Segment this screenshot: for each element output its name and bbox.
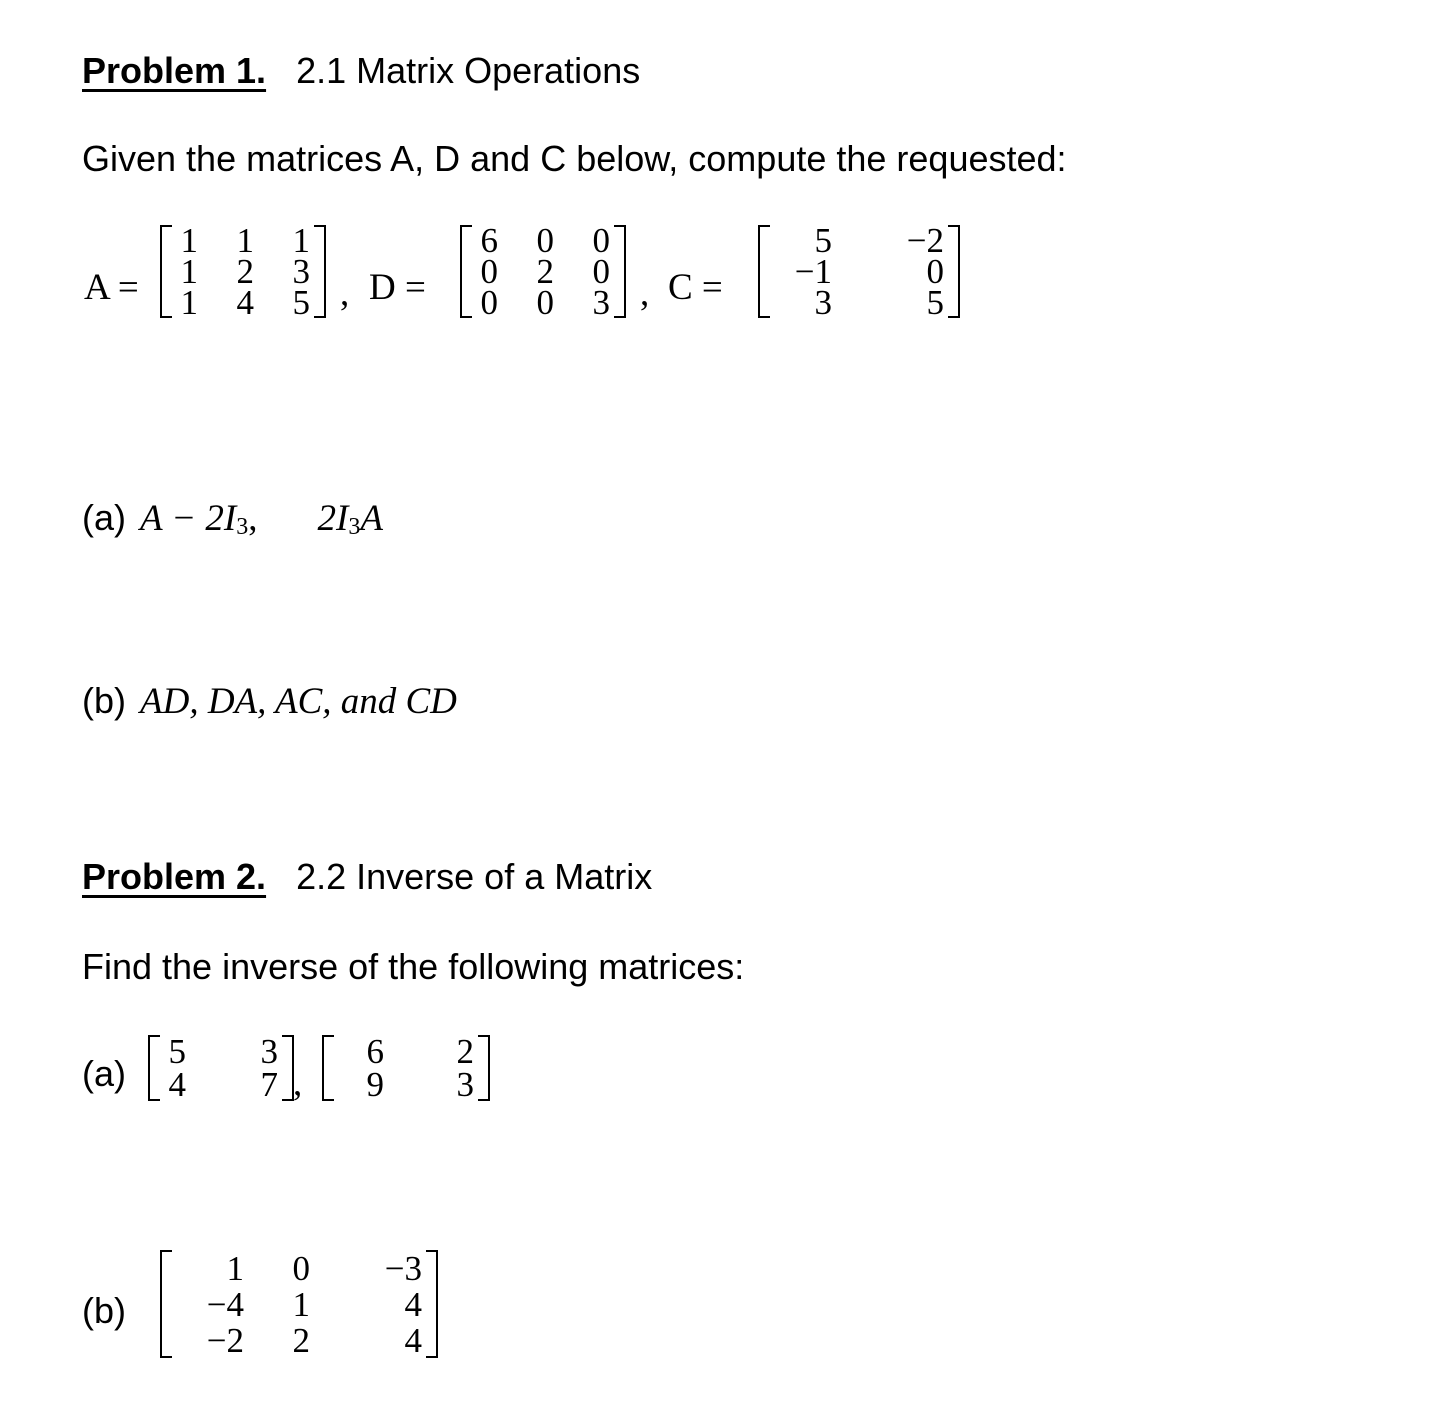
matrix-cell: 1	[180, 252, 198, 291]
matrix-cell: 3	[814, 283, 832, 322]
part-a-expr1-sub: 3	[236, 514, 249, 541]
matrix-cell: 0	[292, 1248, 310, 1288]
problem1-instruction: Given the matrices A, D and C below, compute the requested:	[82, 138, 1067, 179]
matrix-d-right-bracket	[614, 225, 626, 318]
matrix-c-label: C =	[668, 267, 723, 308]
matrix-d-label: D =	[369, 267, 426, 308]
inverse-matrix-3-left-bracket	[160, 1250, 172, 1358]
part-b-label: (b)	[82, 680, 126, 721]
matrix-cell: 3	[292, 252, 310, 291]
part-a-expr2: 2I	[317, 498, 349, 539]
matrix-cell: 1	[226, 1248, 244, 1288]
matrix-cell: 0	[536, 221, 554, 260]
problem1-part-b	[82, 680, 457, 723]
matrix-c-grid	[770, 221, 948, 322]
matrix-cell: 5	[926, 283, 944, 322]
matrix-cell: −2	[906, 221, 944, 260]
problem2-number: Problem 2.	[82, 856, 267, 897]
matrix-cell: 2	[456, 1032, 474, 1071]
matrix-cell: 0	[480, 252, 498, 291]
problem2-part-a-label: (a)	[82, 1053, 126, 1094]
inverse-matrix-1-grid	[160, 1032, 282, 1104]
matrix-cell: 5	[168, 1032, 186, 1071]
matrix-cell: 6	[480, 221, 498, 260]
separator-comma: ,	[340, 273, 350, 314]
part-a-expr1-tail: ,	[248, 498, 258, 539]
part-a-expr2-tail: A	[360, 498, 383, 539]
matrix-cell: 4	[168, 1065, 186, 1104]
problem2-part-b-label: (b)	[82, 1290, 126, 1331]
matrix-d-left-bracket	[460, 225, 472, 318]
inverse-matrix-2-grid	[334, 1032, 478, 1104]
separator-comma: ,	[640, 273, 650, 314]
matrix-cell: 3	[260, 1032, 278, 1071]
inverse-matrix-3-right-bracket	[426, 1250, 438, 1358]
matrix-cell: 7	[260, 1065, 278, 1104]
matrix-cell: 3	[456, 1065, 474, 1104]
matrix-c	[758, 221, 960, 322]
matrix-c-left-bracket	[758, 225, 770, 318]
problem1-number: Problem 1.	[82, 50, 267, 91]
problem2-heading	[82, 856, 652, 898]
inverse-matrix-1	[148, 1032, 294, 1104]
matrix-cell: −2	[206, 1320, 244, 1360]
matrix-cell: 6	[366, 1032, 384, 1071]
matrix-cell: 0	[536, 283, 554, 322]
problem2-instruction: Find the inverse of the following matrices:	[82, 946, 745, 987]
part-a-label: (a)	[82, 497, 126, 538]
matrix-d-grid	[472, 221, 614, 322]
problem1-title: 2.1 Matrix Operations	[296, 50, 641, 91]
matrix-cell: −3	[384, 1248, 422, 1288]
matrix-d	[460, 221, 626, 322]
problem1-heading	[82, 50, 640, 92]
part-a-expr1: A − 2I	[140, 498, 237, 539]
matrix-a-right-bracket	[314, 225, 326, 318]
matrix-a	[160, 221, 326, 322]
matrix-a-grid	[172, 221, 314, 322]
matrix-cell: 0	[592, 252, 610, 291]
matrix-cell: 2	[536, 252, 554, 291]
matrix-cell: 1	[292, 1284, 310, 1324]
matrix-cell: 1	[180, 221, 198, 260]
matrix-cell: 0	[926, 252, 944, 291]
matrix-cell: 9	[366, 1065, 384, 1104]
inverse-matrix-3	[160, 1250, 438, 1358]
matrix-cell: 4	[404, 1320, 422, 1360]
matrix-cell: 1	[180, 283, 198, 322]
matrix-cell: 5	[814, 221, 832, 260]
inverse-matrix-2-left-bracket	[322, 1035, 334, 1101]
matrix-cell: −1	[794, 252, 832, 291]
part-a-expr2-sub: 3	[348, 514, 361, 541]
matrix-cell: 4	[236, 283, 254, 322]
matrix-c-right-bracket	[948, 225, 960, 318]
inverse-matrix-1-left-bracket	[148, 1035, 160, 1101]
matrix-cell: 2	[236, 252, 254, 291]
matrix-cell: 2	[292, 1320, 310, 1360]
matrix-cell: 0	[592, 221, 610, 260]
matrix-cell: 5	[292, 283, 310, 322]
matrix-cell: 3	[592, 283, 610, 322]
matrix-cell: 1	[236, 221, 254, 260]
matrix-cell: −4	[206, 1284, 244, 1324]
inverse-matrix-2-right-bracket	[478, 1035, 490, 1101]
matrix-cell: 0	[480, 283, 498, 322]
matrix-cell: 1	[292, 221, 310, 260]
inverse-matrix-2	[322, 1032, 490, 1104]
separator-comma: ,	[293, 1063, 303, 1104]
inverse-matrix-3-grid	[172, 1250, 426, 1358]
matrix-cell: 4	[404, 1284, 422, 1324]
matrix-a-left-bracket	[160, 225, 172, 318]
part-b-expr: AD, DA, AC, and CD	[140, 681, 457, 722]
problem2-title: 2.2 Inverse of a Matrix	[296, 856, 653, 897]
problem1-part-a	[82, 497, 383, 541]
matrix-a-label: A =	[84, 267, 139, 308]
